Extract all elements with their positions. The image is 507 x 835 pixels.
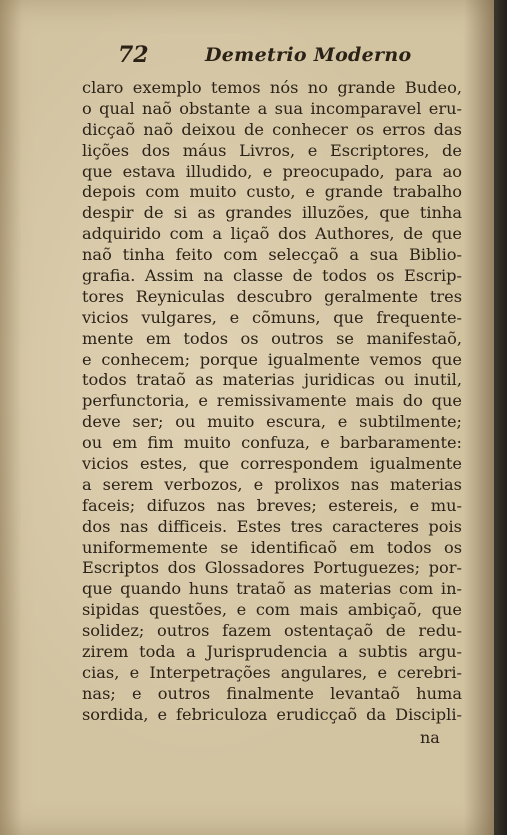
text-line: dos nas difficeis. Estes tres caracteres pois (82, 516, 462, 536)
text-line: grafia. Assim na classe de todos os Escrip- (82, 266, 462, 286)
running-head: Demetrio Moderno (205, 44, 412, 66)
text-line: naõ tinha feito com selecçaõ a sua Biblio- (82, 245, 462, 265)
body-text (82, 78, 462, 726)
text-line: claro exemplo temos nós no grande Budeo, (82, 78, 462, 97)
text-line: e conhecem; porque igualmente vemos que (82, 349, 462, 369)
book-spine-edge (494, 0, 507, 835)
text-line: adquirido com a liçaõ dos Authores, de que (82, 224, 462, 244)
text-line: ou em fim muito confuza, e barbaramente: (82, 433, 462, 453)
catchword: na (420, 728, 440, 747)
text-line: lições dos máus Livros, e Escriptores, de (82, 140, 462, 160)
text-line: cias, e Interpetrações angulares, e cerebri- (82, 662, 462, 682)
text-line: sipidas questões, e com mais ambiçaõ, que (82, 600, 462, 620)
text-line: Escriptos dos Glossadores Portuguezes; por- (82, 558, 462, 578)
text-line: o qual naõ obstante a sua incomparavel eru- (82, 98, 462, 118)
text-line: vicios vulgares, e cõmuns, que frequente- (82, 307, 462, 327)
text-line: tores Reyniculas descubro geralmente tres (82, 286, 462, 306)
page-number: 72 (118, 42, 149, 68)
text-line: dicçaõ naõ deixou de conhecer os erros das (82, 119, 462, 139)
text-line: zirem toda a Jurisprudencia a subtis argu- (82, 642, 462, 662)
text-line: que estava illudido, e preocupado, para ao (82, 161, 462, 181)
text-line: a serem verbozos, e prolixos nas materias (82, 474, 462, 494)
text-line: despir de si as grandes illuzões, que tinha (82, 203, 462, 223)
text-line: sordida, e febriculoza erudicçaõ da Discipli- (82, 704, 462, 724)
text-line: depois com muito custo, e grande trabalho (82, 182, 462, 202)
text-line: uniformemente se identificaõ em todos os (82, 537, 462, 557)
page-header (100, 42, 430, 70)
text-line: vicios estes, que correspondem igualmente (82, 454, 462, 474)
text-line: nas; e outros finalmente levantaõ huma (82, 683, 462, 703)
text-line: que quando huns trataõ as materias com in- (82, 579, 462, 599)
text-line: perfunctoria, e remissivamente mais do que (82, 391, 462, 411)
text-line: mente em todos os outros se manifestaõ, (82, 328, 462, 348)
text-line: deve ser; ou muito escura, e subtilmente; (82, 412, 462, 432)
text-line: solidez; outros fazem ostentaçaõ de redu- (82, 621, 462, 641)
text-line: todos trataõ as materias juridicas ou inutil, (82, 370, 462, 390)
text-line: faceis; difuzos nas breves; estereis, e mu- (82, 495, 462, 515)
